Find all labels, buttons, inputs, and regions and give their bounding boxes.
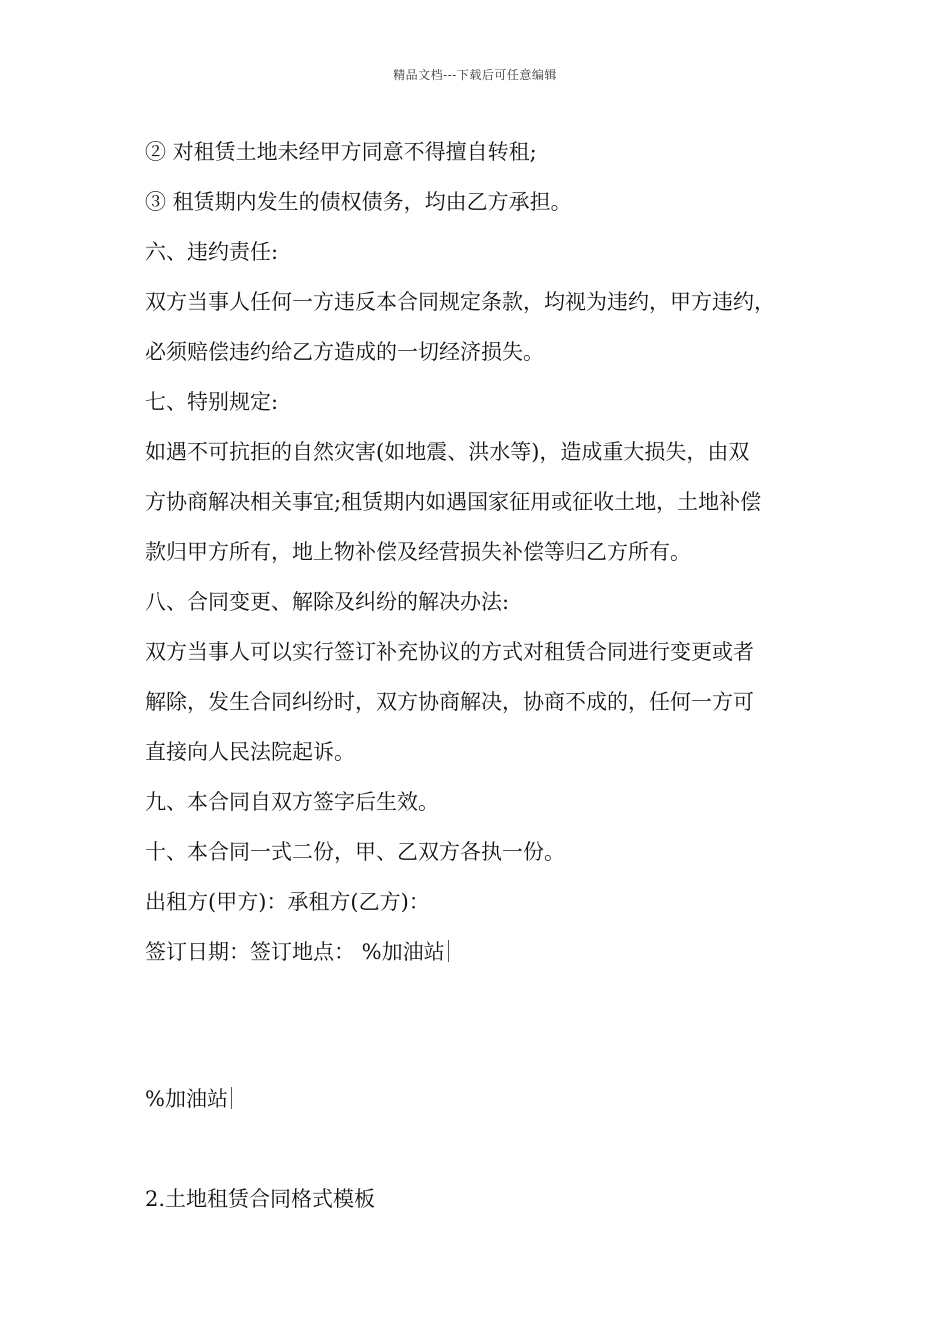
signature-date-place-line: [145, 937, 845, 967]
clause-line: ② 对租赁土地未经甲方同意不得擅自转租;: [145, 140, 537, 164]
section-heading-disputes: 八、合同变更、解除及纠纷的解决办法:: [145, 590, 510, 614]
clause-line: 款归甲方所有，地上物补偿及经营损失补偿等归乙方所有。: [145, 540, 691, 564]
section-heading-special: 七、特别规定:: [145, 390, 279, 414]
standalone-field-text: %加油站: [145, 1087, 228, 1111]
next-section-heading: 2.土地租赁合同格式模板: [145, 1187, 376, 1211]
clause-line: 如遇不可抗拒的自然灾害(如地震、洪水等)，造成重大损失，由双: [145, 440, 750, 464]
clause-line: 解除，发生合同纠纷时，双方协商解决，协商不成的，任何一方可: [145, 690, 754, 714]
standalone-field-line: [145, 1084, 845, 1114]
field-cursor: [448, 940, 449, 962]
clause-line: 必须赔偿违约给乙方造成的一切经济损失。: [145, 340, 544, 364]
clause-line: 直接向人民法院起诉。: [145, 740, 355, 764]
clause-line: 方协商解决相关事宜;租赁期内如遇国家征用或征收土地，土地补偿: [145, 490, 762, 514]
field-cursor: [231, 1087, 232, 1109]
section-heading-copies: 十、本合同一式二份，甲、乙双方各执一份。: [145, 840, 565, 864]
section-heading-effective: 九、本合同自双方签字后生效。: [145, 790, 439, 814]
section-heading-breach: 六、违约责任:: [145, 240, 279, 264]
clause-line: 双方当事人可以实行签订补充协议的方式对租赁合同进行变更或者: [145, 640, 754, 664]
page-header: 精品文档---下载后可任意编辑: [393, 68, 557, 82]
clause-line: 双方当事人任何一方违反本合同规定条款，均视为违约，甲方违约，: [145, 290, 775, 314]
clause-line: ③ 租赁期内发生的债权债务，均由乙方承担。: [145, 190, 572, 214]
signature-date-place-text: 签订日期：签订地点： %加油站: [145, 940, 445, 964]
signature-parties-line: 出租方(甲方)：承租方(乙方)：: [145, 890, 430, 914]
